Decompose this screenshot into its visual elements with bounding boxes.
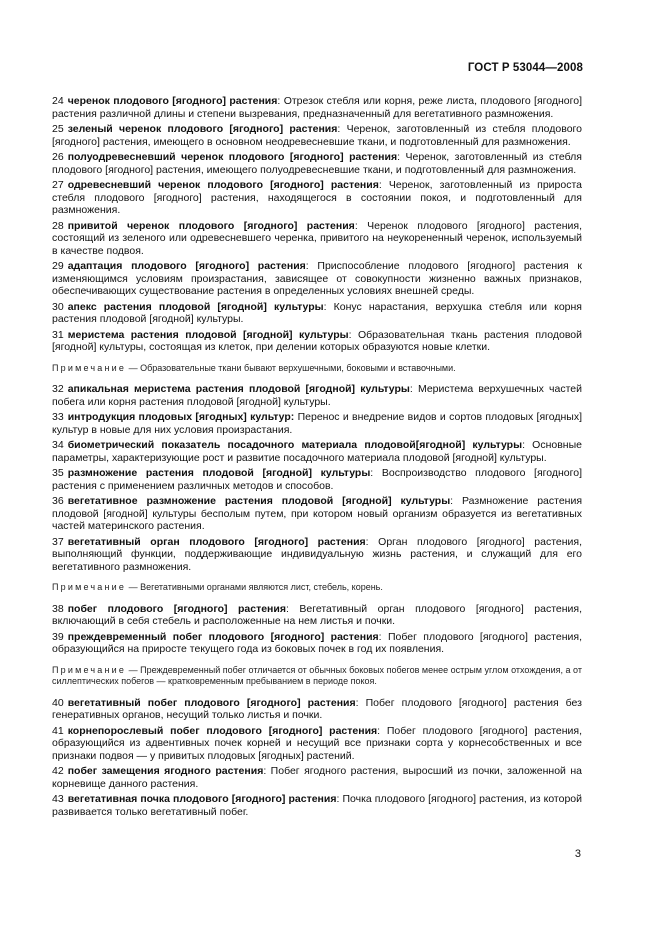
term-title: апикальная меристема растения плодовой [ягодной] культуры: [67, 383, 410, 395]
terms-list: [52, 95, 582, 821]
note-text: — Образовательные ткани бывают верхушечными, боковыми и вставочными.: [126, 362, 456, 373]
term-entry: [52, 495, 582, 533]
term-title: корнепорослевый побег плодового [ягодного] растения: [67, 724, 378, 737]
term-definition: Перенос и внедрение видов и сортов плодовых [ягодных] культур в новые для них условия произрастания.: [52, 411, 582, 436]
term-definition: : Приспособление плодового [ягодного] растения к изменяющимся условиям произрастания, зависящее от совокупности жизненно важных признаков, обеспечивающих существование растения в определенных условиях внешней среды.: [52, 260, 582, 297]
term-definition: : Почка плодового [ягодного] растения, из которой развивается только вегетативный побег.: [52, 793, 582, 818]
term-definition: : Орган плодового [ягодного] растения, выполняющий функции, поддерживающие индивидуальную жизнь растения, и служащий для его вегетативного размножения.: [52, 535, 582, 573]
term-title: преждевременный побег плодового [ягодного] растения: [67, 630, 379, 643]
term-entry: [52, 467, 582, 492]
term-entry: [52, 411, 582, 436]
term-definition: : Конус нарастания, верхушка стебля или корня растения плодовой [ягодной] культуры.: [52, 300, 582, 325]
term-title: вегетативное размножение растения плодовой [ягодной] культуры: [67, 495, 451, 507]
term-entry: [52, 439, 582, 464]
term-definition: : Меристема верхушечных частей побега или корня растения плодовой [ягодной] культуры.: [52, 383, 582, 408]
term-definition: : Побег плодового [ягодного] растения, образующийся на приросте текущего года из боковых почек в год их появления.: [52, 630, 582, 655]
term-number: 32: [52, 383, 64, 395]
term-entry: [52, 95, 582, 120]
note: [52, 665, 582, 688]
term-number: 26: [52, 151, 64, 163]
term-number: 24: [52, 95, 64, 107]
term-title: адаптация плодового [ягодного] растения: [67, 260, 306, 272]
term-number: 43: [52, 793, 64, 805]
term-number: 39: [52, 630, 64, 643]
note-label: Примечание: [52, 582, 127, 592]
term-number: 27: [52, 179, 64, 191]
term-definition: : Отрезок стебля или корня, реже листа, плодового [ягодного] растения различной длины и степени вызревания, предназначенный для вегетативного размножения.: [52, 95, 582, 120]
term-definition: : Вегетативный орган плодового [ягодного] растения, включающий в себя стебель и расположенные на нем листья и почки.: [52, 602, 582, 627]
term-definition: : Образовательная ткань растения плодовой [ягодной] культуры, состоящая из клеток, при делении которых образуются новые клетки.: [52, 328, 582, 353]
term-title: одревесневший черенок плодового [ягодного] растения: [67, 179, 379, 191]
term-definition: : Побег ягодного растения, выросший из почки, заложенной на корневище данного растения.: [52, 765, 583, 790]
term-entry: [52, 179, 582, 217]
term-definition: : Черенок, заготовленный из прироста стебля плодового [ягодного] растения, находящегося в состоянии покоя, и подготовленный для размножения.: [52, 179, 582, 216]
term-entry: [52, 220, 582, 258]
term-definition: : Побег плодового [ягодного] растения без генеративных органов, несущий только листья и почки.: [52, 696, 582, 721]
term-title: черенок плодового [ягодного] растения: [67, 95, 278, 107]
term-title: побег замещения ягодного растения: [67, 765, 264, 777]
term-definition: : Воспроизводство плодового [ягодного] растения с применением различных методов и способов.: [52, 467, 582, 492]
term-title: полуодревесневший черенок плодового [ягодного] растения: [67, 151, 398, 163]
standard-code: ГОСТ Р 53044—2008: [467, 62, 583, 74]
term-definition: : Черенок, заготовленный из стебля плодового [ягодного] растения, имеющего полуодревесневшие ткани, и подготовленный для размножения.: [52, 151, 582, 176]
term-title: биометрический показатель посадочного материала плодовой[ягодной] культуры: [67, 439, 523, 451]
term-entry: [52, 697, 582, 722]
term-entry: [52, 151, 582, 176]
term-entry: [52, 631, 582, 656]
term-entry: [52, 536, 582, 574]
term-number: 25: [52, 123, 64, 135]
term-definition: : Размножение растения плодовой [ягодной] культуры бесполым путем, при котором новый организм образуется из вегетативных частей материнского растения.: [52, 495, 583, 532]
term-title: апекс растения плодовой [ягодной] культуры: [67, 300, 324, 313]
note-text: — Преждевременный побег отличается от обычных боковых побегов менее острым углом отхождения, а от силлептических побегов — кратковременным пребыванием в периоде покоя.: [52, 664, 582, 686]
term-entry: [52, 603, 582, 628]
term-definition: : Черенок, заготовленный из стебля плодового [ягодного] растения, имеющего в основном неодревесневшие ткани, и подготовленный для размножения.: [52, 123, 582, 148]
term-number: 34: [52, 439, 64, 451]
term-title: вегетативный побег плодового [ягодного] растения: [67, 696, 356, 709]
term-entry: [52, 329, 582, 354]
term-title: размножение растения плодовой [ягодной] культуры: [67, 467, 371, 479]
term-number: 36: [52, 495, 64, 507]
term-entry: [52, 765, 582, 790]
term-number: 35: [52, 467, 64, 479]
note: [52, 582, 582, 594]
term-number: 33: [52, 411, 64, 423]
term-number: 29: [52, 260, 64, 272]
term-number: 30: [52, 300, 64, 313]
term-title: побег плодового [ягодного] растения: [67, 602, 286, 615]
term-entry: [52, 383, 582, 408]
term-number: 37: [52, 535, 64, 548]
term-title: вегетативный орган плодового [ягодного] растения: [67, 535, 366, 548]
term-entry: [52, 793, 582, 818]
term-number: 38: [52, 602, 64, 615]
term-entry: [52, 123, 582, 148]
term-title: меристема растения плодовой [ягодной] культуры: [67, 328, 349, 341]
term-entry: [52, 301, 582, 326]
term-title: зеленый черенок плодового [ягодного] растения: [67, 123, 338, 135]
term-title: интродукция плодовых [ягодных] культур:: [67, 411, 295, 423]
note-text: — Вегетативными органами являются лист, стебель, корень.: [126, 582, 383, 592]
term-entry: [52, 260, 582, 298]
term-number: 42: [52, 765, 64, 777]
term-number: 28: [52, 219, 64, 232]
term-title: привитой черенок плодового [ягодного] растения: [67, 219, 355, 232]
term-entry: [52, 725, 582, 763]
term-number: 40: [52, 696, 64, 709]
term-definition: : Основные параметры, характеризующие рост и развитие посадочного материала плодовой [ягодной] культуры.: [52, 439, 582, 464]
note-label: Примечание: [52, 362, 127, 373]
term-definition: : Побег плодового [ягодного] растения, образующийся из адвентивных почек корней и несущий все признаки сорта у корнесобственных и все признаки подвоя — у привитых плодовых [ягодных] растений.: [52, 724, 582, 762]
note-label: Примечание: [52, 664, 127, 675]
term-title: вегетативная почка плодового [ягодного] растения: [67, 793, 337, 805]
term-definition: : Черенок плодового [ягодного] растения, состоящий из зеленого или одревесневшего черенка, привитого на неукорененный черенок, используемый в качестве подвоя.: [52, 219, 582, 257]
page-number: 3: [574, 848, 581, 860]
term-number: 41: [52, 724, 64, 737]
note: [52, 363, 582, 375]
term-number: 31: [52, 328, 64, 341]
